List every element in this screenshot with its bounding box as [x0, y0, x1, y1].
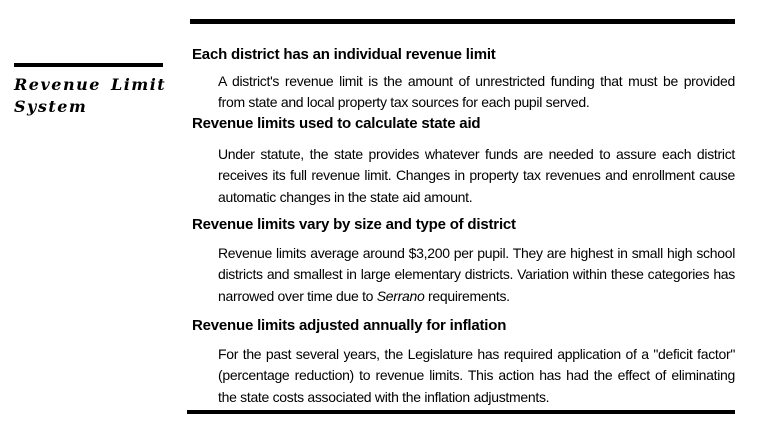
top-rule	[190, 19, 735, 24]
section-body-calculate-state-aid: Under statute, the state provides whatever funds are needed to assure each district receives its full revenue limit. Changes in property tax revenues and enrollment cause automatic changes in the state aid amount.	[218, 146, 735, 205]
sidebar-divider-rule	[14, 63, 163, 67]
sidebar-heading-line-2: System	[14, 97, 88, 116]
section-body-text-before-citation: Revenue limits average around $3,200 per pupil. They are highest in small high school districts and smallest in large elementary districts. Variation within these categories has narrowed over time due to	[218, 245, 735, 304]
section-heading-vary-by-size-and-type: Revenue limits vary by size and type of district	[192, 216, 516, 233]
serrano-case-citation: Serrano	[376, 287, 425, 304]
bottom-rule	[187, 410, 735, 414]
section-heading-adjusted-for-inflation: Revenue limits adjusted annually for inflation	[192, 317, 507, 334]
section-body-text-after-citation: requirements.	[424, 287, 510, 304]
section-heading-individual-revenue-limit: Each district has an individual revenue limit	[192, 46, 496, 63]
sidebar-heading-line-1: Revenue Limit	[14, 75, 167, 94]
section-body-vary-by-size-and-type	[218, 243, 735, 307]
section-heading-calculate-state-aid: Revenue limits used to calculate state aid	[192, 115, 481, 132]
section-body-individual-revenue-limit: A district's revenue limit is the amount of unrestricted funding that must be provided from state and local property tax sources for each pupil served.	[218, 73, 735, 111]
main-column	[190, 0, 735, 447]
sidebar-heading	[14, 74, 179, 118]
section-body-adjusted-for-inflation: For the past several years, the Legislature has required application of a "deficit factor" (percentage reduction) to revenue limits. This action has had the effect of eliminating the state costs associated with the inflation adjustments.	[218, 346, 735, 405]
